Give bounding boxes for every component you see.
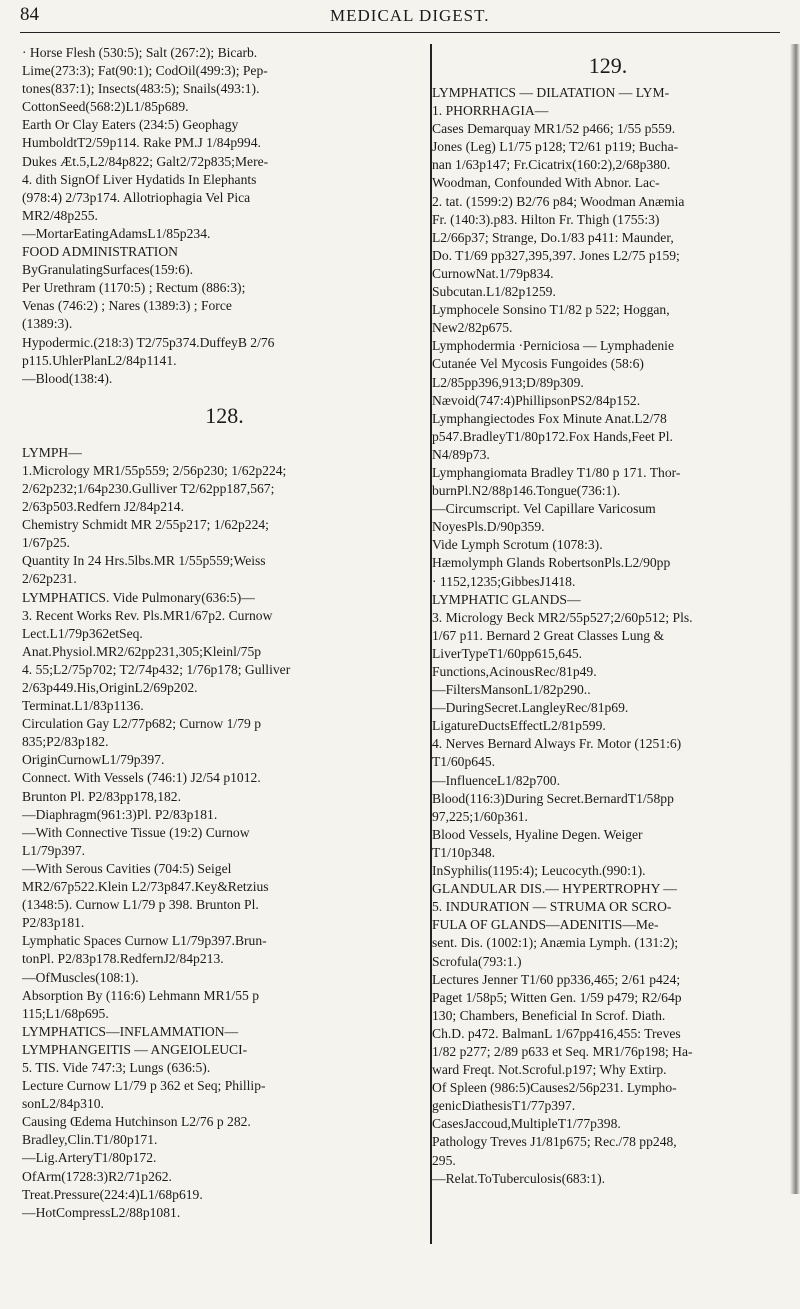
index-line: Woodman, Confounded With Abnor. Lac- <box>432 175 660 191</box>
index-line: OriginCurnowL1/79p397. <box>22 752 165 768</box>
index-line: Hypodermic.(218:3) T2/75p374.DuffeyB 2/76 <box>22 334 275 350</box>
index-line: p115.UhlerPlanL2/84p1141. <box>22 352 177 368</box>
index-line: Venas (746:2) ; Nares (1389:3) ; Force <box>22 298 232 314</box>
index-line: Subcutan.L1/82p1259. <box>432 284 556 300</box>
index-line: LYMPH— <box>22 444 82 460</box>
index-line: 4. dith SignOf Liver Hydatids In Elephants <box>22 171 257 187</box>
index-line: —OfMuscles(108:1). <box>22 969 139 985</box>
index-line: 97,225;1/60p361. <box>432 808 528 824</box>
index-line: LYMPHATIC GLANDS— <box>432 591 581 607</box>
index-line: MR2/48p255. <box>22 207 98 223</box>
index-line: InSyphilis(1195:4); Leucocyth.(990:1). <box>432 863 646 879</box>
index-line: Lymphodermia ·Perniciosa — Lymphadenie <box>432 338 674 354</box>
index-line: Circulation Gay L2/77p682; Curnow 1/79 p <box>22 716 261 732</box>
index-line: Treat.Pressure(224:4)L1/68p619. <box>22 1186 203 1202</box>
index-line: CottonSeed(568:2)L1/85p689. <box>22 99 189 115</box>
index-line: sent. Dis. (1002:1); Anæmia Lymph. (131:2); <box>432 935 679 951</box>
index-line: Of Spleen (986:5)Causes2/56p231. Lympho- <box>432 1080 677 1096</box>
index-line: 5. INDURATION — STRUMA OR SCRO- <box>432 899 672 915</box>
index-line: 2/62p232;1/64p230.Gulliver T2/62pp187,567; <box>22 480 275 496</box>
index-line: Causing Œdema Hutchinson L2/76 p 282. <box>22 1114 251 1130</box>
index-line: CurnowNat.1/79p834. <box>432 265 554 281</box>
index-line: Lymphangiectodes Fox Minute Anat.L2/78 <box>432 410 667 426</box>
header-rule <box>20 32 780 33</box>
index-line: Fr. (140:3).p83. Hilton Fr. Thigh (1755:3) <box>432 211 660 227</box>
index-line: 3. Recent Works Rev. Pls.MR1/67p2. Curnow <box>22 607 273 623</box>
index-line: L2/85pp396,913;D/89p309. <box>432 374 584 390</box>
section-heading-128: 128. <box>205 402 244 428</box>
index-line: Connect. With Vessels (746:1) J2/54 p1012. <box>22 770 261 786</box>
index-line: —FiltersMansonL1/82p290.. <box>432 682 591 698</box>
index-line: —HotCompressL2/88p1081. <box>22 1204 181 1220</box>
index-line: Lime(273:3); Fat(90:1); CodOil(499:3); Pep- <box>22 63 268 79</box>
index-line: —Diaphragm(961:3)Pl. P2/83p181. <box>22 806 218 822</box>
page-number: 84 <box>20 4 39 25</box>
index-line: Scrofula(793:1.) <box>432 953 522 969</box>
index-line: GLANDULAR DIS.— HYPERTROPHY — <box>432 881 677 897</box>
index-line: N4/89p73. <box>432 446 490 462</box>
page-edge-shadow <box>790 44 800 1194</box>
index-line: 2. tat. (1599:2) B2/76 p84; Woodman Anæmia <box>432 193 685 209</box>
index-line: —Blood(138:4). <box>22 370 113 386</box>
index-line: Brunton Pl. P2/83pp178,182. <box>22 788 181 804</box>
index-line: T1/10p348. <box>432 844 496 860</box>
index-line: 2/62p231. <box>22 571 77 587</box>
index-line: Lymphangiomata Bradley T1/80 p 171. Thor- <box>432 464 681 480</box>
index-line: HumboldtT2/59p114. Rake PM.J 1/84p994. <box>22 135 261 151</box>
index-line: 5. TIS. Vide 747:3; Lungs (636:5). <box>22 1059 211 1075</box>
index-line: —DuringSecret.LangleyRec/81p69. <box>432 700 629 716</box>
index-line: LigatureDuctsEffectL2/81p599. <box>432 718 606 734</box>
index-line: 1.Micrology MR1/55p559; 2/56p230; 1/62p224; <box>22 462 287 478</box>
index-line: tones(837:1); Insects(483:5); Snails(493:1). <box>22 81 260 97</box>
left-column <box>22 44 427 1222</box>
index-line: Dukes Æt.5,L2/84p822; Galt2/72p835;Mere- <box>22 153 269 169</box>
left-block-1 <box>22 44 427 388</box>
index-line: Functions,AcinousRec/81p49. <box>432 664 597 679</box>
index-line: Quantity In 24 Hrs.5lbs.MR 1/55p559;Weiss <box>22 553 266 569</box>
index-line: P2/83p181. <box>22 915 85 931</box>
index-line: nan 1/63p147; Fr.Cicatrix(160:2),2/68p380. <box>432 157 671 173</box>
index-line: OfArm(1728:3)R2/71p262. <box>22 1168 172 1184</box>
index-line: FULA OF GLANDS—ADENITIS—Me- <box>432 917 659 933</box>
index-line: Jones (Leg) L1/75 p128; T2/61 p119; Bucha- <box>432 139 679 155</box>
index-line: · 1152,1235;GibbesJ1418. <box>432 573 576 589</box>
index-line: Terminat.L1/83p1136. <box>22 698 144 714</box>
index-line: L1/79p397. <box>22 842 86 858</box>
running-head: MEDICAL DIGEST. <box>330 6 490 25</box>
index-line: NoyesPls.D/90p359. <box>432 519 545 535</box>
index-line: Blood Vessels, Hyaline Degen. Weiger <box>432 826 643 842</box>
index-line: · Horse Flesh (530:5); Salt (267:2); Bicarb. <box>22 45 258 60</box>
index-line: genicDiathesisT1/77p397. <box>432 1098 576 1114</box>
index-line: Lectures Jenner T1/60 pp336,465; 2/61 p424; <box>432 971 681 987</box>
index-line: Vide Lymph Scrotum (1078:3). <box>432 537 603 553</box>
index-line: 2/63p503.Redfern J2/84p214. <box>22 499 184 515</box>
index-line: 1/82 p277; 2/89 p633 et Seq. MR1/76p198; Ha- <box>432 1043 693 1059</box>
index-line: FOOD ADMINISTRATION <box>22 244 178 260</box>
left-block-2 <box>22 444 427 1222</box>
right-block <box>432 84 784 1188</box>
index-line: LYMPHATICS—INFLAMMATION— <box>22 1023 239 1039</box>
index-line: sonL2/84p310. <box>22 1096 104 1112</box>
index-line: LiverTypeT1/60pp615,645. <box>432 645 583 661</box>
index-line: p547.BradleyT1/80p172.Fox Hands,Feet Pl. <box>432 428 673 444</box>
index-line: 115;L1/68p695. <box>22 1005 109 1021</box>
index-line: —InfluenceL1/82p700. <box>432 772 560 788</box>
index-line: Nævoid(747:4)PhillipsonPS2/84p152. <box>432 392 641 408</box>
index-line: 1/67p25. <box>22 535 70 551</box>
index-line: Earth Or Clay Eaters (234:5) Geophagy <box>22 117 239 133</box>
index-line: —With Serous Cavities (704:5) Seigel <box>22 860 232 876</box>
index-line: Lymphocele Sonsino T1/82 p 522; Hoggan, <box>432 302 670 318</box>
index-line: 1. PHORRHAGIA— <box>432 103 549 119</box>
index-line: Blood(116:3)During Secret.BernardT1/58pp <box>432 790 674 806</box>
section-heading-129: 129. <box>588 53 628 78</box>
index-line: Cases Demarquay MR1/52 p466; 1/55 p559. <box>432 121 676 137</box>
index-line: ByGranulatingSurfaces(159:6). <box>22 262 194 278</box>
index-line: (1389:3). <box>22 316 73 332</box>
index-line: ward Freqt. Not.Scroful.p197; Why Extirp. <box>432 1062 667 1078</box>
index-line: Ch.D. p472. BalmanL 1/67pp416,455: Treves <box>432 1025 681 1041</box>
index-line: L2/66p37; Strange, Do.1/83 p411: Maunder, <box>432 229 674 245</box>
index-line: 835;P2/83p182. <box>22 734 109 750</box>
index-line: Lymphatic Spaces Curnow L1/79p397.Brun- <box>22 933 267 949</box>
index-line: —MortarEatingAdamsL1/85p234. <box>22 225 211 241</box>
index-line: Anat.Physiol.MR2/62pp231,305;Kleinl/75p <box>22 643 262 659</box>
index-line: 1/67 p11. Bernard 2 Great Classes Lung & <box>432 627 665 643</box>
index-line: —With Connective Tissue (19:2) Curnow <box>22 824 250 840</box>
index-line: 2/63p449.His,OriginL2/69p202. <box>22 680 198 695</box>
index-line: Pathology Treves J1/81p675; Rec./78 pp248, <box>432 1134 677 1150</box>
right-column <box>432 44 784 1188</box>
index-line: New2/82p675. <box>432 320 513 336</box>
index-line: Absorption By (116:6) Lehmann MR1/55 p <box>22 987 259 1003</box>
index-line: 4. Nerves Bernard Always Fr. Motor (1251:6) <box>432 736 682 752</box>
index-line: —Relat.ToTuberculosis(683:1). <box>432 1170 605 1186</box>
index-line: T1/60p645. <box>432 754 496 770</box>
index-line: tonPl. P2/83p178.RedfernJ2/84p213. <box>22 951 224 967</box>
index-line: 295. <box>432 1152 456 1168</box>
index-line: Bradley,Clin.T1/80p171. <box>22 1132 158 1148</box>
index-line: Paget 1/58p5; Witten Gen. 1/59 p479; R2/64p <box>432 989 682 1005</box>
index-line: (978:4) 2/73p174. Allotriophagia Vel Pica <box>22 189 251 205</box>
index-line: —Lig.ArteryT1/80p172. <box>22 1150 157 1166</box>
index-line: LYMPHATICS — DILATATION — LYM- <box>432 85 670 100</box>
index-line: Cutanée Vel Mycosis Fungoides (58:6) <box>432 356 644 372</box>
index-line: 4. 55;L2/75p702; T2/74p432; 1/76p178; Gulliver <box>22 661 291 677</box>
index-line: CasesJaccoud,MultipleT1/77p398. <box>432 1116 621 1132</box>
index-line: MR2/67p522.Klein L2/73p847.Key&Retzius <box>22 879 269 895</box>
index-line: Lect.L1/79p362etSeq. <box>22 625 143 641</box>
index-line: Do. T1/69 pp327,395,397. Jones L2/75 p159; <box>432 247 680 263</box>
index-line: 130; Chambers, Beneficial In Scrof. Diath. <box>432 1007 666 1023</box>
index-line: Hæmolymph Glands RobertsonPls.L2/90pp <box>432 555 671 571</box>
index-line: 3. Micrology Beck MR2/55p527;2/60p512; Pls. <box>432 609 693 625</box>
index-line: burnPl.N2/88p146.Tongue(736:1). <box>432 483 621 499</box>
index-line: LYMPHANGEITIS — ANGEIOLEUCI- <box>22 1041 248 1057</box>
index-line: LYMPHATICS. Vide Pulmonary(636:5)— <box>22 589 255 605</box>
index-line: —Circumscript. Vel Capillare Varicosum <box>432 501 656 517</box>
index-line: Per Urethram (1170:5) ; Rectum (886:3); <box>22 280 246 296</box>
index-line: (1348:5). Curnow L1/79 p 398. Brunton Pl. <box>22 897 259 913</box>
index-line: Chemistry Schmidt MR 2/55p217; 1/62p224; <box>22 517 269 533</box>
index-line: Lecture Curnow L1/79 p 362 et Seq; Phillip- <box>22 1078 266 1094</box>
